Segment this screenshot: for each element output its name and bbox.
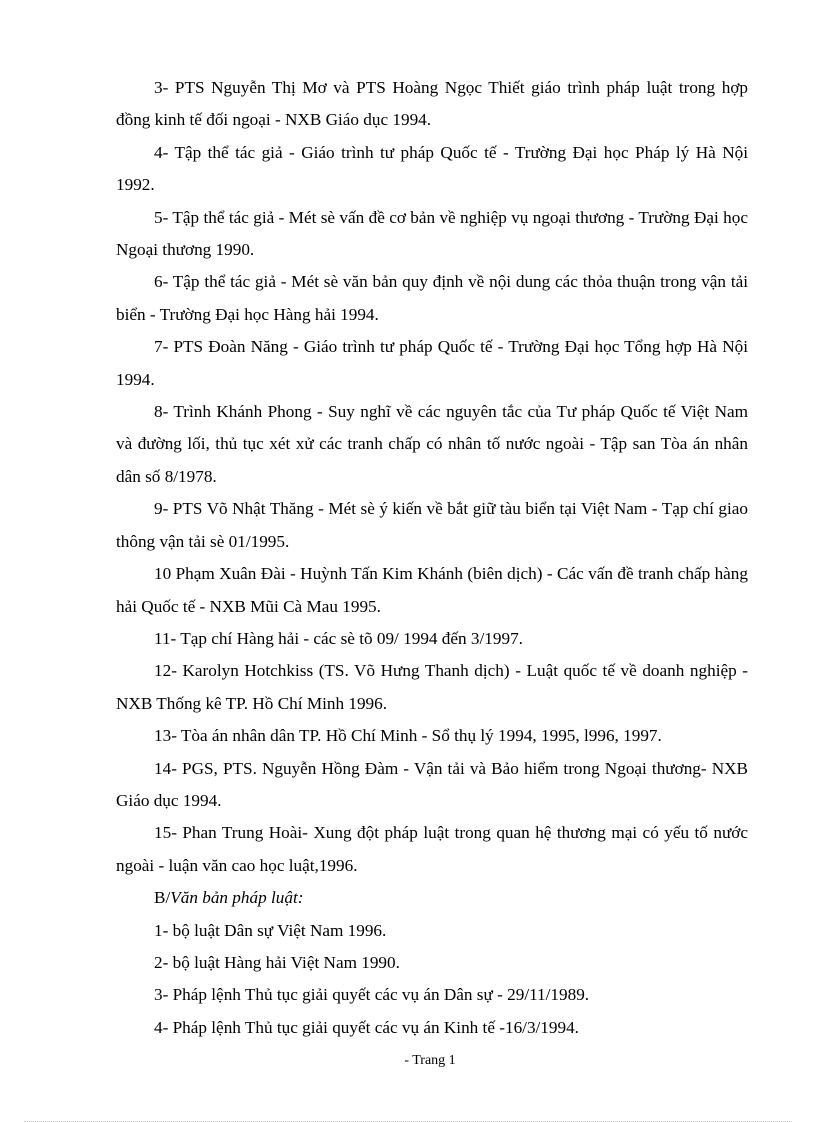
reference-item-10: 10 Phạm Xuân Đài - Huỳnh Tấn Kim Khánh (biên dịch) - Các vấn đề tranh chấp hàng hải Quốc tế - NXB Mũi Cà Mau 1995.	[116, 564, 748, 616]
page-footer: - Trang 1	[404, 1053, 456, 1068]
page-bottom-divider	[24, 1121, 792, 1122]
legal-document-item-3: 3- Pháp lệnh Thủ tục giải quyết các vụ án Dân sự - 29/11/1989.	[154, 985, 590, 1005]
section-b-title: Văn bản pháp luật:	[170, 888, 304, 908]
reference-item-5: 5- Tập thể tác giả - Mét sè vấn đề cơ bản về nghiệp vụ ngoại thương - Trường Đại học Ngoại thương 1990.	[116, 207, 748, 260]
reference-item-6: 6- Tập thể tác giả - Mét sè văn bản quy định về nội dung các thỏa thuận trong vận tải biển - Trường Đại học Hàng hải 1994.	[116, 272, 748, 324]
reference-item-15: 15- Phan Trung Hoài- Xung đột pháp luật trong quan hệ thương mại có yếu tố nước ngoài - luận văn cao học luật,1996.	[116, 823, 748, 875]
section-b-prefix: B/	[154, 888, 171, 908]
document-body	[116, 72, 748, 1044]
reference-item-14: 14- PGS, PTS. Nguyễn Hồng Đàm - Vận tải và Bảo hiểm trong Ngoại thương- NXB Giáo dục 1994.	[116, 758, 748, 810]
reference-item-4: 4- Tập thể tác giả - Giáo trình tư pháp Quốc tế - Trường Đại học Pháp lý Hà Nội 1992.	[116, 142, 748, 195]
reference-item-9: 9- PTS Võ Nhật Thăng - Mét sè ý kiến về bắt giữ tàu biển tại Việt Nam - Tạp chí giao thông vận tải sè 01/1995.	[116, 499, 748, 551]
reference-item-12: 12- Karolyn Hotchkiss (TS. Võ Hưng Thanh dịch) - Luật quốc tế về doanh nghiệp - NXB Thống kê TP. Hồ Chí Minh 1996.	[116, 661, 748, 713]
legal-document-item-4: 4- Pháp lệnh Thủ tục giải quyết các vụ án Kinh tế -16/3/1994.	[154, 1017, 579, 1037]
reference-item-11: 11- Tạp chí Hàng hải - các sè tõ 09/ 1994 đến 3/1997.	[154, 628, 523, 648]
legal-document-item-2: 2- bộ luật Hàng hải Việt Nam 1990.	[154, 952, 400, 972]
reference-item-13: 13- Tòa án nhân dân TP. Hồ Chí Minh - Sổ thụ lý 1994, 1995, l996, 1997.	[154, 726, 662, 746]
reference-item-8: 8- Trình Khánh Phong - Suy nghĩ về các nguyên tắc của Tư pháp Quốc tế Việt Nam và đường lối, thủ tục xét xử các tranh chấp có nhân tố nước ngoài - Tập san Tòa án nhân dân số 8/1978.	[116, 402, 748, 486]
legal-document-item-1: 1- bộ luật Dân sự Việt Nam 1996.	[154, 920, 387, 940]
section-b-heading	[116, 882, 748, 914]
reference-item-3: 3- PTS Nguyễn Thị Mơ và PTS Hoàng Ngọc Thiết giáo trình pháp luật trong hợp đồng kinh tế đối ngoại - NXB Giáo dục 1994.	[116, 78, 748, 130]
reference-item-7: 7- PTS Đoàn Năng - Giáo trình tư pháp Quốc tế - Trường Đại học Tổng hợp Hà Nội 1994.	[116, 337, 748, 389]
